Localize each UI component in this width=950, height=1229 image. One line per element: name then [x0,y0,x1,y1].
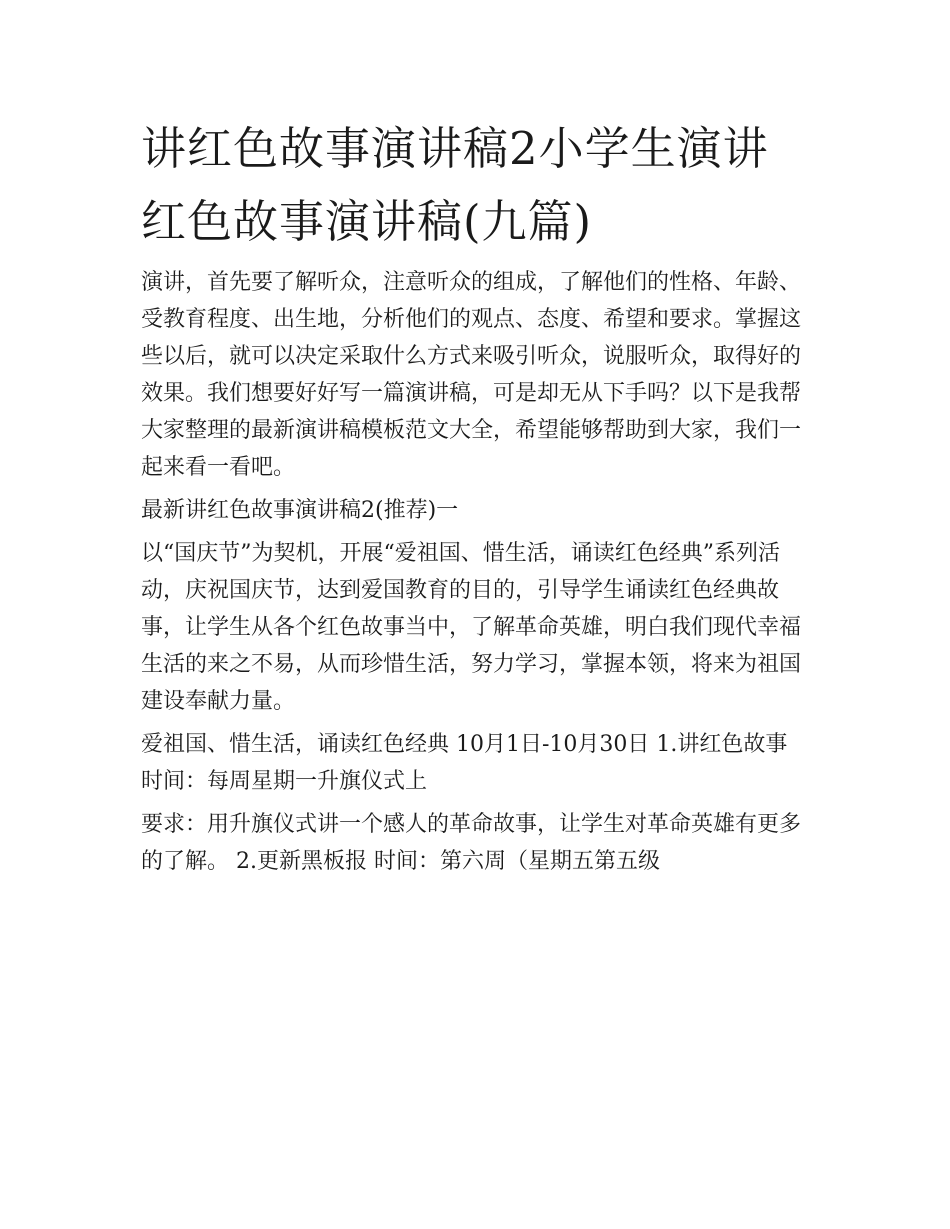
document-body [141,112,813,880]
requirement-paragraph: 要求：用升旗仪式讲一个感人的革命故事，让学生对革命英雄有更多的了解。 2.更新黑板报 时间：第六周（星期五第五级 [141,812,802,874]
activity-paragraph: 爱祖国、惜生活，诵读红色经典 10月1日-10月30日 1.讲红色故事 时间：每周星期一升旗仪式上 [141,732,788,794]
purpose-paragraph: 以“国庆节”为契机，开展“爱祖国、惜生活，诵读红色经典”系列活动，庆祝国庆节，达到爱国教育的目的，引导学生诵读红色经典故事，让学生从各个红色故事当中，了解革命英雄，明白我们现代幸福生活的来之不易，从而珍惜生活，努力学习，掌握本领，将来为祖国建设奉献力量。 [141,541,802,714]
document-title: 讲红色故事演讲稿2小学生演讲红色故事演讲稿(九篇) [141,122,769,248]
section-heading: 最新讲红色故事演讲稿2(推荐)一 [141,498,459,523]
intro-paragraph: 演讲，首先要了解听众，注意听众的组成，了解他们的性格、年龄、受教育程度、出生地，分析他们的观点、态度、希望和要求。掌握这些以后，就可以决定采取什么方式来吸引听众，说服听众，取得好的效果。我们想要好好写一篇演讲稿，可是却无从下手吗？以下是我帮大家整理的最新演讲稿模板范文大全，希望能够帮助到大家，我们一起来看一看吧。 [141,270,802,480]
